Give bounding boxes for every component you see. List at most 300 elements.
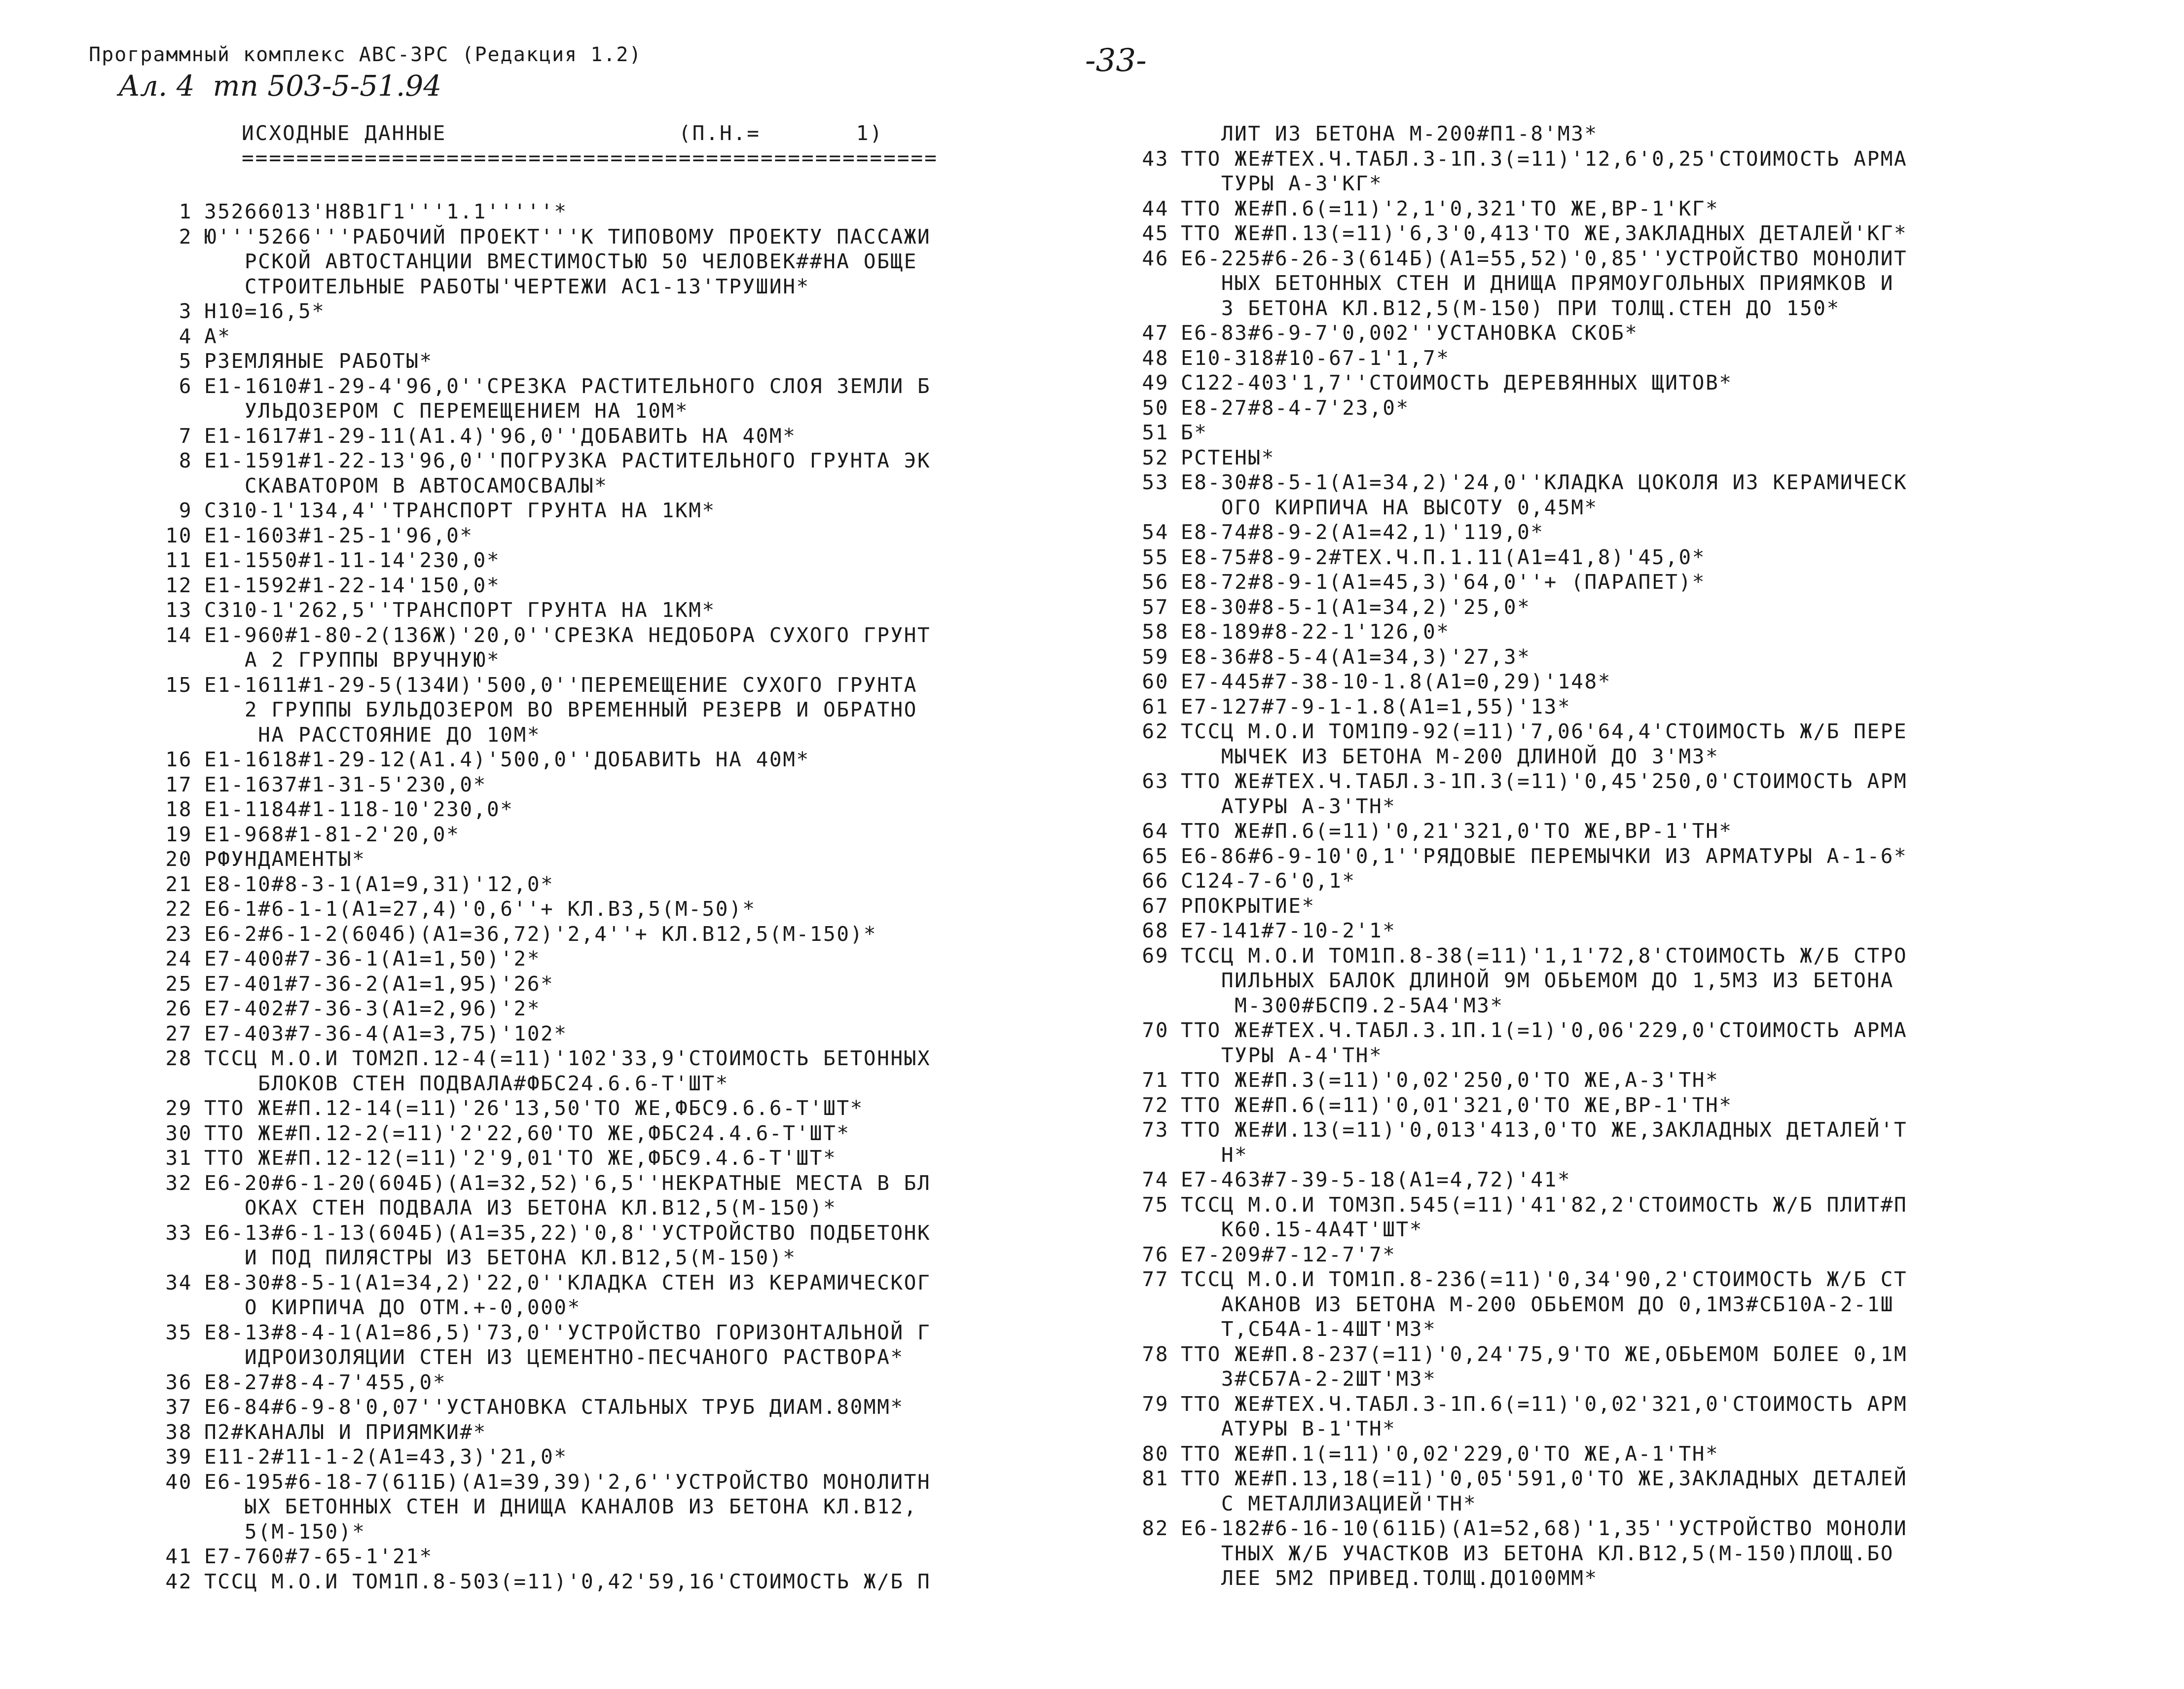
line-text: 35266013'Н8В1Г1'''1.1'''''* (204, 200, 568, 223)
line-number: 74 (1142, 1168, 1169, 1191)
listing-line (153, 1444, 1016, 1470)
listing-line (153, 1420, 1016, 1445)
listing-line (153, 199, 1016, 224)
line-number: 11 (165, 548, 192, 572)
listing-line (153, 349, 1016, 374)
line-text: Е8-27#8-4-7'455,0* (204, 1370, 447, 1394)
listing-line (1129, 993, 1998, 1018)
line-number: 82 (1142, 1516, 1169, 1540)
line-text: ТТО ЖЕ#ТЕХ.Ч.ТАБЛ.3-1П.3(=11)'0,45'250,0'СТОИМОСТЬ АРМ (1181, 769, 1908, 793)
listing-line (1129, 221, 1998, 246)
line-number: 14 (165, 623, 192, 647)
line-text: К60.15-4А4Т'ШТ* (1181, 1218, 1423, 1241)
line-number (153, 1071, 192, 1096)
listing-line (153, 822, 1016, 847)
line-text: И ПОД ПИЛЯСТРЫ ИЗ БЕТОНА КЛ.В12,5(М-150)* (204, 1246, 797, 1269)
listing-line (1129, 1043, 1998, 1068)
line-text: Е8-13#8-4-1(А1=86,5)'73,0''УСТРОЙСТВО ГОРИЗОНТАЛЬНОЙ Г (204, 1320, 931, 1344)
line-number: 76 (1142, 1242, 1169, 1266)
line-number (153, 1245, 192, 1270)
line-number: 65 (1142, 844, 1169, 868)
line-number: 36 (165, 1370, 192, 1394)
listing-line (1129, 146, 1998, 172)
line-text: Е6-195#6-18-7(611Б)(А1=39,39)'2,6''УСТРОЙСТВО МОНОЛИТН (204, 1470, 931, 1494)
line-number (153, 398, 192, 424)
left-column (153, 199, 1016, 1594)
line-number: 80 (1142, 1441, 1169, 1466)
line-text: ТТО ЖЕ#П.13,18(=11)'0,05'591,0'ТО ЖЕ,ЗАКЛАДНЫХ ДЕТАЛЕЙ (1181, 1467, 1908, 1490)
line-text: Е1-960#1-80-2(136Ж)'20,0''СРЕЗКА НЕДОБОРА СУХОГО ГРУНТ (204, 623, 931, 647)
listing-line (153, 847, 1016, 872)
listing-line (153, 797, 1016, 822)
line-number: 81 (1142, 1467, 1169, 1490)
listing-line (153, 1494, 1016, 1519)
line-text: Е11-2#11-1-2(А1=43,3)'21,0* (204, 1445, 568, 1469)
listing-line (1129, 1541, 1998, 1566)
line-number: 7 (179, 424, 192, 448)
line-number (1129, 1541, 1169, 1566)
line-text: ТТО ЖЕ#П.6(=11)'0,21'321,0'ТО ЖЕ,ВР-1'ТН* (1181, 819, 1733, 843)
line-number: 27 (165, 1021, 192, 1045)
line-text: Ю'''5266'''РАБОЧИЙ ПРОЕКТ'''К ТИПОВОМУ ПРОЕКТУ ПАССАЖИ (204, 224, 931, 249)
listing-line (1129, 943, 1998, 969)
listing-line (153, 697, 1016, 722)
line-number: 38 (165, 1420, 192, 1444)
listing-line (1129, 420, 1998, 445)
listing-line (1129, 694, 1998, 719)
line-text: ТТО ЖЕ#П.6(=11)'2,1'0,321'ТО ЖЕ,ВР-1'КГ* (1181, 196, 1719, 220)
listing-line (153, 946, 1016, 971)
line-text: ТТО ЖЕ#П.12-14(=11)'26'13,50'ТО ЖЕ,ФБС9.6.6-Т'ШТ* (204, 1096, 864, 1120)
line-number (153, 647, 192, 673)
listing-line (1129, 1441, 1998, 1467)
line-text: 5(М-150)* (204, 1519, 366, 1544)
line-text: ТТО ЖЕ#П.8-237(=11)'0,24'75,9'ТО ЖЕ,ОБЬЕМОМ БОЛЕЕ 0,1М (1181, 1342, 1908, 1366)
line-number: 6 (179, 374, 192, 398)
line-number (153, 1494, 192, 1519)
listing-line (1129, 719, 1998, 744)
line-number: 31 (165, 1146, 192, 1170)
line-text: Е1-1184#1-118-10'230,0* (204, 797, 514, 821)
line-text: С310-1'134,4''ТРАНСПОРТ ГРУНТА НА 1КМ* (204, 499, 716, 522)
listing-line (153, 299, 1016, 324)
listing-line (153, 324, 1016, 349)
line-text: Е1-1611#1-29-5(134И)'500,0''ПЕРЕМЕЩЕНИЕ СУХОГО ГРУНТА (204, 673, 918, 697)
listing-line (1129, 296, 1998, 321)
listing-line (153, 448, 1016, 473)
line-text: Е6-83#6-9-7'0,002''УСТАНОВКА СКОБ* (1181, 321, 1638, 345)
line-text: Е6-84#6-9-8'0,07''УСТАНОВКА СТАЛЬНЫХ ТРУБ ДИАМ.80ММ* (204, 1395, 904, 1419)
listing-line (153, 274, 1016, 299)
line-text: ТТО ЖЕ#ТЕХ.Ч.ТАБЛ.3-1П.6(=11)'0,02'321,0'СТОИМОСТЬ АРМ (1181, 1392, 1908, 1416)
listing-line (153, 922, 1016, 947)
listing-line (1129, 1117, 1998, 1143)
line-text: Е6-20#6-1-20(604Б)(А1=32,52)'6,5''НЕКРАТНЫЕ МЕСТА В БЛ (204, 1171, 931, 1195)
line-text: ТТО ЖЕ#П.12-12(=11)'2'9,01'ТО ЖЕ,ФБС9.4.6-Т'ШТ* (204, 1146, 837, 1170)
line-number: 1 (179, 200, 192, 223)
line-number: 4 (179, 324, 192, 348)
line-text: О КИРПИЧА ДО ОТМ.+-0,000* (204, 1295, 581, 1319)
line-number: 43 (1142, 146, 1169, 171)
line-text: ТССЦ М.О.И ТОМ2П.12-4(=11)'102'33,9'СТОИМОСТЬ БЕТОННЫХ (204, 1046, 931, 1070)
line-number: 59 (1142, 645, 1169, 669)
listing-line (153, 473, 1016, 499)
line-text: Е1-1617#1-29-11(А1.4)'96,0''ДОБАВИТЬ НА 40М* (204, 424, 797, 448)
line-text: Е1-1618#1-29-12(А1.4)'500,0''ДОБАВИТЬ НА 40М* (204, 748, 810, 771)
line-text: Е7-402#7-36-3(А1=2,96)'2* (204, 997, 541, 1020)
line-number (153, 722, 192, 748)
line-number (1129, 1366, 1169, 1392)
line-number: 62 (1142, 719, 1169, 743)
listing-line (1129, 744, 1998, 769)
listing-line (153, 1245, 1016, 1270)
listing-line (153, 1195, 1016, 1221)
listing-line (1129, 1068, 1998, 1093)
line-number: 50 (1142, 395, 1169, 420)
line-text: Е8-30#8-5-1(А1=34,2)'24,0''КЛАДКА ЦОКОЛЯ ИЗ КЕРАМИЧЕСК (1181, 470, 1908, 494)
line-text: РФУНДАМЕНТЫ* (204, 847, 366, 871)
listing-line (1129, 1143, 1998, 1168)
line-text: Е1-1610#1-29-4'96,0''СРЕЗКА РАСТИТЕЛЬНОГО СЛОЯ ЗЕМЛИ Б (204, 374, 931, 398)
line-text: РЗЕМЛЯНЫЕ РАБОТЫ* (204, 349, 433, 373)
listing-line (1129, 271, 1998, 296)
listing-line (1129, 1342, 1998, 1367)
listing-line (153, 1320, 1016, 1345)
line-text: Е6-225#6-26-3(614Б)(А1=55,52)'0,85''УСТРОЙСТВО МОНОЛИТ (1181, 246, 1908, 270)
line-text: Е1-1550#1-11-14'230,0* (204, 548, 501, 572)
line-text: НА РАССТОЯНИЕ ДО 10М* (204, 722, 541, 747)
line-number: 24 (165, 947, 192, 970)
line-number: 53 (1142, 470, 1169, 494)
line-number: 13 (165, 598, 192, 622)
line-text: ТТО ЖЕ#И.13(=11)'0,013'413,0'ТО ЖЕ,ЗАКЛАДНЫХ ДЕТАЛЕЙ'Т (1181, 1118, 1908, 1142)
listing-line (1129, 918, 1998, 943)
line-number: 34 (165, 1270, 192, 1294)
line-text: ТТО ЖЕ#П.3(=11)'0,02'250,0'ТО ЖЕ,А-3'ТН* (1181, 1068, 1719, 1092)
line-number (1129, 1416, 1169, 1441)
line-number: 68 (1142, 919, 1169, 942)
line-number: 49 (1142, 371, 1169, 395)
line-number: 67 (1142, 894, 1169, 918)
line-text: М-300#БСП9.2-5А4'М3* (1181, 993, 1504, 1017)
section-title: ИСХОДНЫЕ ДАННЫЕ (П.Н.= 1) (242, 121, 884, 145)
listing-line (1129, 395, 1998, 421)
listing-line (1129, 1491, 1998, 1516)
listing-line (1129, 868, 1998, 894)
line-text: ТССЦ М.О.И ТОМ1П.8-236(=11)'0,34'90,2'СТОИМОСТЬ Ж/Б СТ (1181, 1267, 1908, 1291)
listing-line (1129, 370, 1998, 395)
line-text: ОКАХ СТЕН ПОДВАЛА ИЗ БЕТОНА КЛ.В12,5(М-150)* (204, 1196, 837, 1220)
line-number: 23 (165, 922, 192, 946)
line-number: 57 (1142, 595, 1169, 619)
line-number (1129, 271, 1169, 296)
listing-line (1129, 645, 1998, 670)
line-number: 56 (1142, 570, 1169, 594)
line-text: Е8-30#8-5-1(А1=34,2)'22,0''КЛАДКА СТЕН ИЗ КЕРАМИЧЕСКОГ (204, 1270, 931, 1294)
line-text: Е1-968#1-81-2'20,0* (204, 822, 460, 846)
listing-line (1129, 1267, 1998, 1292)
line-text: С124-7-6'0,1* (1181, 869, 1356, 893)
line-number: 18 (165, 797, 192, 821)
listing-line (153, 424, 1016, 449)
listing-line (1129, 1392, 1998, 1417)
line-number (153, 1295, 192, 1320)
line-text: Е8-74#8-9-2(А1=42,1)'119,0* (1181, 520, 1544, 544)
listing-line (1129, 1317, 1998, 1342)
listing-line (1129, 619, 1998, 645)
line-number: 2 (179, 224, 192, 249)
line-number (153, 1519, 192, 1545)
line-text: Е6-2#6-1-2(604б)(А1=36,72)'2,4''+ КЛ.В12,5(М-150)* (204, 922, 877, 946)
listing-line (153, 872, 1016, 897)
listing-line (153, 1519, 1016, 1545)
listing-line (153, 498, 1016, 523)
line-text: ТТО ЖЕ#П.1(=11)'0,02'229,0'ТО ЖЕ,А-1'ТН* (1181, 1441, 1719, 1466)
listing-line (153, 1171, 1016, 1196)
page-number: -33- (1085, 42, 1147, 79)
line-number: 41 (165, 1545, 192, 1568)
line-text: ТССЦ М.О.И ТОМ1П.8-503(=11)'0,42'59,16'СТОИМОСТЬ Ж/Б П (204, 1569, 931, 1593)
listing-line (1129, 321, 1998, 346)
line-number: 29 (165, 1096, 192, 1120)
line-text: Е8-75#8-9-2#ТЕХ.Ч.П.1.11(А1=41,8)'45,0* (1181, 545, 1706, 569)
line-number: 32 (165, 1171, 192, 1195)
right-column (1129, 121, 1998, 1591)
line-text: С310-1'262,5''ТРАНСПОРТ ГРУНТА НА 1КМ* (204, 598, 716, 622)
line-number: 39 (165, 1445, 192, 1469)
listing-line (153, 1569, 1016, 1594)
listing-line (153, 523, 1016, 548)
listing-line (153, 1395, 1016, 1420)
listing-line (153, 1544, 1016, 1569)
line-number: 70 (1142, 1018, 1169, 1042)
line-number: 35 (165, 1320, 192, 1344)
listing-line (153, 1071, 1016, 1096)
line-text: ТУРЫ А-3'КГ* (1181, 172, 1383, 195)
listing-line (1129, 495, 1998, 520)
listing-line (1129, 1416, 1998, 1441)
line-text: Е6-182#6-16-10(611Б)(А1=52,68)'1,35''УСТРОЙСТВО МОНОЛИ (1181, 1516, 1908, 1540)
listing-line (1129, 844, 1998, 869)
listing-line (1129, 769, 1998, 794)
line-number: 8 (179, 449, 192, 472)
listing-line (1129, 1242, 1998, 1267)
line-number: 20 (165, 847, 192, 871)
listing-line (1129, 470, 1998, 495)
listing-line (153, 573, 1016, 598)
listing-line (153, 722, 1016, 748)
listing-line (1129, 1217, 1998, 1242)
line-text: АТУРЫ А-3'ТН* (1181, 794, 1396, 818)
line-text: Е8-36#8-5-4(А1=34,3)'27,3* (1181, 645, 1531, 669)
listing-line (153, 1046, 1016, 1071)
listing-line (1129, 121, 1998, 146)
line-text: Е8-27#8-4-7'23,0* (1181, 395, 1410, 420)
line-text: Е8-72#8-9-1(А1=45,3)'64,0''+ (ПАРАПЕТ)* (1181, 570, 1706, 594)
line-number: 25 (165, 971, 192, 996)
line-number (1129, 171, 1169, 196)
line-number: 77 (1142, 1267, 1169, 1291)
listing-line (153, 398, 1016, 424)
listing-line (1129, 819, 1998, 844)
line-number: 55 (1142, 545, 1169, 569)
line-number: 28 (165, 1046, 192, 1070)
line-number: 30 (165, 1121, 192, 1145)
line-number: 44 (1142, 196, 1169, 220)
listing-line (153, 996, 1016, 1021)
line-number: 45 (1142, 221, 1169, 245)
line-number: 22 (165, 897, 192, 921)
line-text: С МЕТАЛЛИЗАЦИЕЙ'ТН* (1181, 1491, 1477, 1515)
line-text: Н10=16,5* (204, 299, 326, 323)
listing-line (1129, 669, 1998, 694)
listing-line (153, 747, 1016, 772)
listing-line (153, 224, 1016, 250)
line-text: Е1-1591#1-22-13'96,0''ПОГРУЗКА РАСТИТЕЛЬНОГО ГРУНТА ЭК (204, 449, 931, 472)
listing-line (153, 548, 1016, 573)
listing-line (1129, 346, 1998, 371)
line-text: ТССЦ М.О.И ТОМ3П.545(=11)'41'82,2'СТОИМОСТЬ Ж/Б ПЛИТ#П (1181, 1192, 1908, 1217)
line-number (1129, 495, 1169, 520)
line-text: ПИЛЬНЫХ БАЛОК ДЛИНОЙ 9М ОБЬЕМОМ ДО 1,5М3 ИЗ БЕТОНА (1181, 969, 1894, 992)
listing-line (153, 772, 1016, 797)
line-text: БЛОКОВ СТЕН ПОДВАЛА#ФБС24.6.6-Т'ШТ* (204, 1071, 729, 1095)
line-text: ТССЦ М.О.И ТОМ1П9-92(=11)'7,06'64,4'СТОИМОСТЬ Ж/Б ПЕРЕ (1181, 719, 1908, 743)
line-number (1129, 1217, 1169, 1242)
line-text: Е6-1#6-1-1(А1=27,4)'0,6''+ КЛ.В3,5(М-50)* (204, 897, 756, 921)
line-text: СТРОИТЕЛЬНЫЕ РАБОТЫ'ЧЕРТЕЖИ АС1-13'ТРУШИН* (204, 274, 810, 298)
line-number: 48 (1142, 346, 1169, 370)
line-text: ЛЕЕ 5М2 ПРИВЕД.ТОЛЩ.ДО100ММ* (1181, 1566, 1598, 1590)
line-number (1129, 1043, 1169, 1068)
line-number (153, 1195, 192, 1221)
line-text: РСКОЙ АВТОСТАНЦИИ ВМЕСТИМОСТЬЮ 50 ЧЕЛОВЕК##НА ОБЩЕ (204, 250, 918, 273)
line-number (1129, 993, 1169, 1018)
line-number: 47 (1142, 321, 1169, 345)
line-number: 19 (165, 822, 192, 846)
line-number (1129, 121, 1169, 146)
line-number: 79 (1142, 1392, 1169, 1416)
line-number (153, 274, 192, 299)
line-text: П2#КАНАЛЫ И ПРИЯМКИ#* (204, 1420, 487, 1444)
line-number: 9 (179, 499, 192, 522)
line-text: А 2 ГРУППЫ ВРУЧНУЮ* (204, 648, 501, 672)
line-text: ТССЦ М.О.И ТОМ1П.8-38(=11)'1,1'72,8'СТОИМОСТЬ Ж/Б СТРО (1181, 943, 1908, 968)
line-number: 69 (1142, 943, 1169, 968)
line-number: 72 (1142, 1093, 1169, 1117)
line-number (153, 249, 192, 274)
line-number: 64 (1142, 819, 1169, 843)
line-number: 66 (1142, 869, 1169, 893)
listing-line (1129, 1192, 1998, 1218)
line-number: 75 (1142, 1192, 1169, 1217)
listing-line (1129, 1466, 1998, 1491)
line-text: АТУРЫ В-1'ТН* (1181, 1417, 1396, 1440)
line-number: 33 (165, 1221, 192, 1245)
line-text: Е7-400#7-36-1(А1=1,50)'2* (204, 947, 541, 970)
line-number: 54 (1142, 520, 1169, 544)
line-text: ЫХ БЕТОННЫХ СТЕН И ДНИЩА КАНАЛОВ ИЗ БЕТОНА КЛ.В12, (204, 1495, 918, 1518)
line-text: Е7-209#7-12-7'7* (1181, 1242, 1396, 1266)
listing-line (1129, 246, 1998, 271)
line-text: 2 ГРУППЫ БУЛЬДОЗЕРОМ ВО ВРЕМЕННЫЙ РЕЗЕРВ И ОБРАТНО (204, 698, 918, 721)
line-number (1129, 794, 1169, 819)
line-text: Е1-1592#1-22-14'150,0* (204, 573, 501, 597)
line-text: МЫЧЕК ИЗ БЕТОНА М-200 ДЛИНОЙ ДО 3'М3* (1181, 744, 1719, 768)
line-text: Е8-10#8-3-1(А1=9,31)'12,0* (204, 872, 554, 896)
line-text: Е1-1603#1-25-1'96,0* (204, 523, 473, 547)
line-text: ТТО ЖЕ#П.12-2(=11)'2'22,60'ТО ЖЕ,ФБС24.4.6-Т'ШТ* (204, 1121, 850, 1145)
line-number: 16 (165, 748, 192, 771)
line-number: 21 (165, 872, 192, 896)
line-number: 46 (1142, 246, 1169, 270)
listing-line (1129, 794, 1998, 819)
listing-line (1129, 1018, 1998, 1043)
listing-line (153, 1221, 1016, 1246)
listing-line (1129, 968, 1998, 993)
listing-line (153, 673, 1016, 698)
program-header: Программный комплекс АВС-3РС (Редакция 1.2) (89, 43, 642, 66)
line-number: 37 (165, 1395, 192, 1419)
line-text: ТТО ЖЕ#ТЕХ.Ч.ТАБЛ.3-1П.3(=11)'12,6'0,25'СТОИМОСТЬ АРМА (1181, 146, 1908, 171)
line-text: ТНЫХ Ж/Б УЧАСТКОВ ИЗ БЕТОНА КЛ.В12,5(М-150)ПЛОЩ.БО (1181, 1541, 1894, 1565)
line-number (153, 697, 192, 722)
line-number (1129, 1491, 1169, 1516)
line-number (153, 1345, 192, 1370)
listing-line (1129, 1167, 1998, 1192)
line-text: 3#СБ7А-2-2ШТ'М3* (1181, 1367, 1437, 1391)
listing-line (1129, 1366, 1998, 1392)
listing-line (1129, 1292, 1998, 1317)
listing-line (1129, 171, 1998, 196)
line-text: ТТО ЖЕ#ТЕХ.Ч.ТАБЛ.3.1П.1(=1)'0,06'229,0'СТОИМОСТЬ АРМА (1181, 1018, 1908, 1042)
line-number (1129, 968, 1169, 993)
line-number: 3 (179, 299, 192, 323)
line-text: Е7-463#7-39-5-18(А1=4,72)'41* (1181, 1168, 1571, 1191)
listing-line (1129, 894, 1998, 919)
line-number (1129, 1143, 1169, 1168)
line-text: ТУРЫ А-4'ТН* (1181, 1043, 1383, 1067)
listing-line (153, 1121, 1016, 1146)
line-number: 17 (165, 772, 192, 796)
listing-line (153, 1021, 1016, 1046)
line-text: Е7-445#7-38-10-1.8(А1=0,29)'148* (1181, 670, 1612, 693)
listing-line (1129, 545, 1998, 570)
line-text: С122-403'1,7''СТОИМОСТЬ ДЕРЕВЯННЫХ ЩИТОВ* (1181, 371, 1733, 395)
line-text: Е7-403#7-36-4(А1=3,75)'102* (204, 1021, 568, 1045)
line-number: 71 (1142, 1068, 1169, 1092)
listing-line (1129, 1566, 1998, 1591)
line-text: РСТЕНЫ* (1181, 445, 1275, 469)
line-number (1129, 1317, 1169, 1342)
line-text: З БЕТОНА КЛ.В12,5(М-150) ПРИ ТОЛЩ.СТЕН ДО 150* (1181, 296, 1840, 320)
listing-line (1129, 1516, 1998, 1541)
listing-line (153, 647, 1016, 673)
line-number (1129, 1292, 1169, 1317)
line-number: 58 (1142, 620, 1169, 644)
line-number: 40 (165, 1470, 192, 1494)
listing-line (153, 1470, 1016, 1495)
listing-line (1129, 196, 1998, 221)
line-number: 42 (165, 1569, 192, 1593)
line-number: 5 (179, 349, 192, 373)
line-text: АКАНОВ ИЗ БЕТОНА М-200 ОБЬЕМОМ ДО 0,1М3#СБ10А-2-1Ш (1181, 1292, 1894, 1316)
listing-line (1129, 445, 1998, 470)
line-text: Е10-318#10-67-1'1,7* (1181, 346, 1450, 370)
line-text: УЛЬДОЗЕРОМ С ПЕРЕМЕЩЕНИЕМ НА 10М* (204, 399, 689, 423)
line-text: Е7-127#7-9-1-1.8(А1=1,55)'13* (1181, 694, 1571, 719)
line-text: А* (204, 324, 231, 348)
